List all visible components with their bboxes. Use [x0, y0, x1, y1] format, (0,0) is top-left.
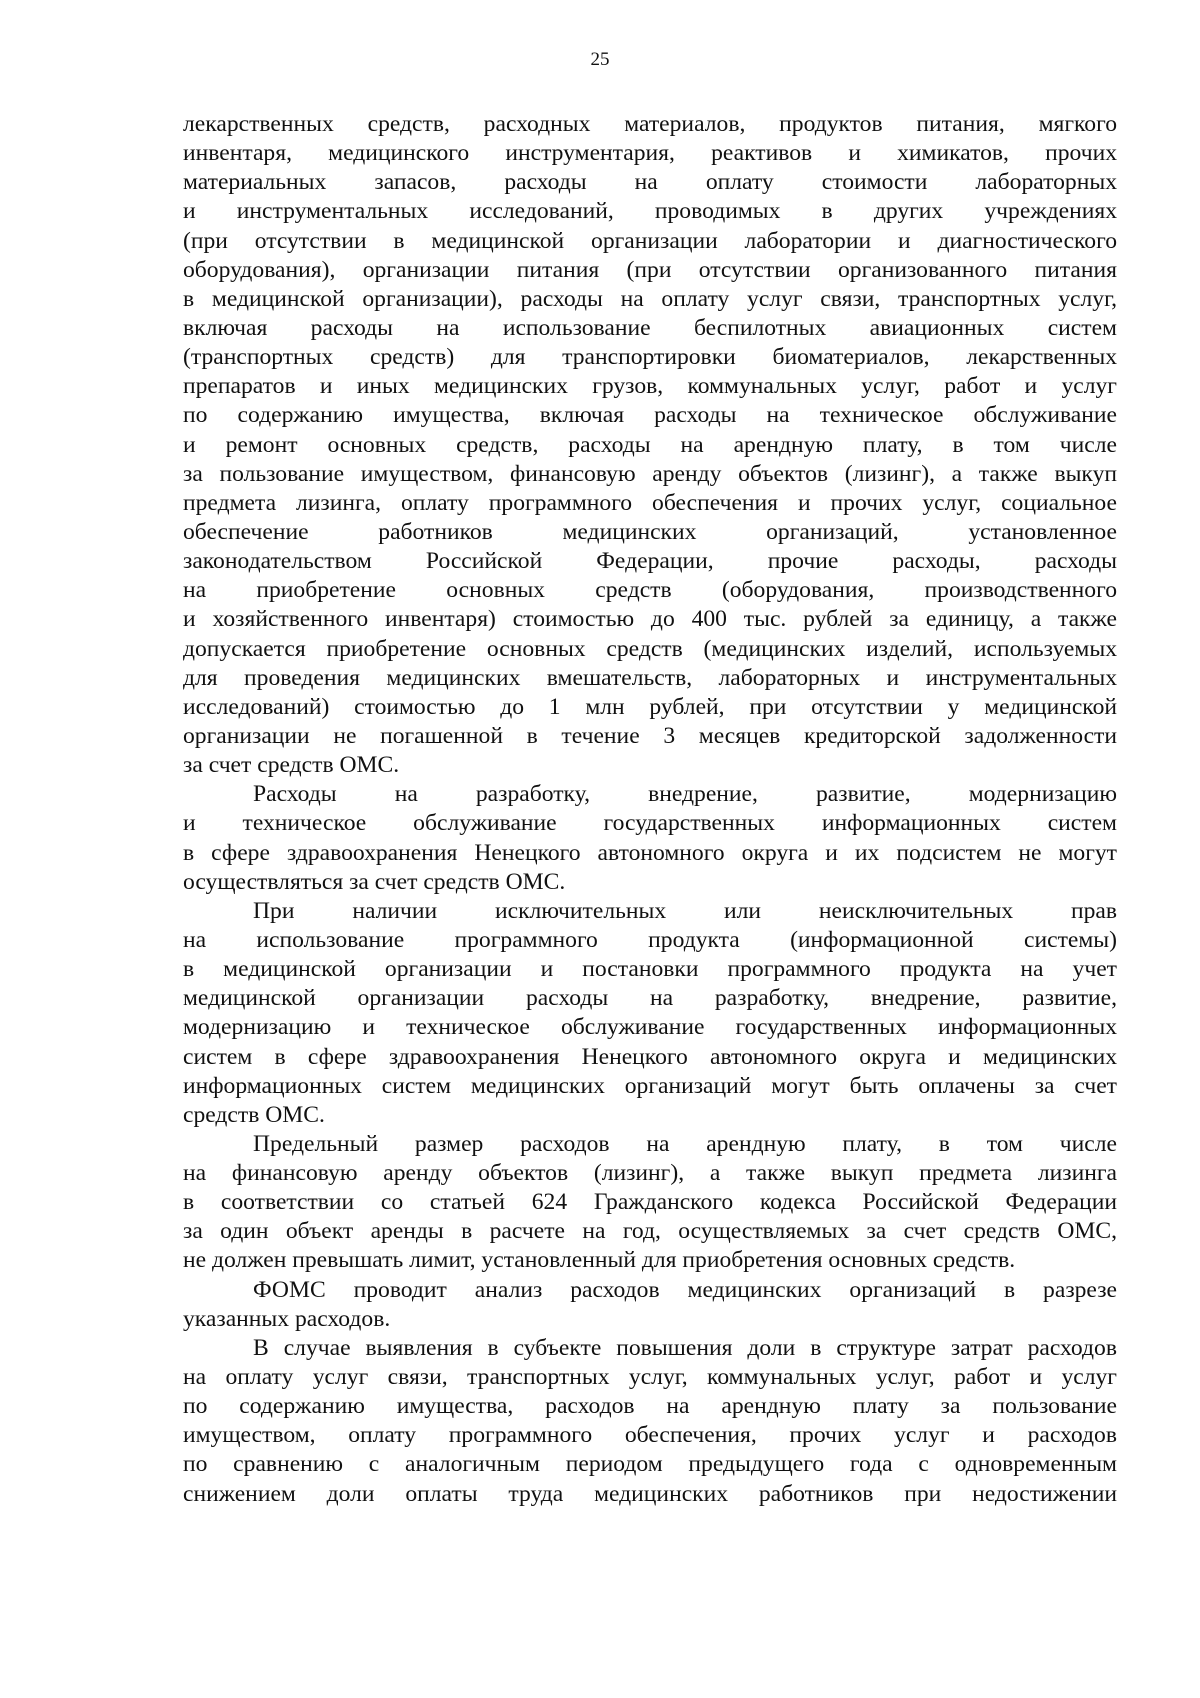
text-line: и ремонт основных средств, расходы на арендную плату, в том числе [183, 431, 1117, 458]
text-line: допускается приобретение основных средств (медицинских изделий, используемых [183, 635, 1117, 662]
page-number: 25 [590, 49, 610, 70]
text-line: в сфере здравоохранения Ненецкого автономного округа и их подсистем не могут [183, 839, 1117, 866]
paragraph [183, 780, 1117, 897]
paragraph [183, 897, 1117, 1130]
text-line: исследований) стоимостью до 1 млн рублей, при отсутствии у медицинской [183, 693, 1117, 720]
text-line: лекарственных средств, расходных материалов, продуктов питания, мягкого [183, 111, 1117, 137]
document-body [183, 110, 1117, 1509]
text-line: по содержанию имущества, расходов на арендную плату за пользование [183, 1393, 1117, 1420]
text-line: по содержанию имущества, включая расходы на техническое обслуживание [183, 402, 1117, 429]
text-line: в медицинской организации), расходы на оплату услуг связи, транспортных услуг, [183, 285, 1117, 312]
text-line: имуществом, оплату программного обеспечения, прочих услуг и расходов [183, 1422, 1117, 1449]
text-line: модернизацию и техническое обслуживание государственных информационных [183, 1014, 1117, 1041]
text-line: на оплату услуг связи, транспортных услуг, коммунальных услуг, работ и услуг [183, 1364, 1117, 1391]
text-line: на приобретение основных средств (оборудования, производственного [183, 577, 1117, 604]
text-line: предмета лизинга, оплату программного обеспечения и прочих услуг, социальное [183, 489, 1117, 516]
text-line: (транспортных средств) для транспортировки биоматериалов, лекарственных [183, 344, 1117, 371]
text-line: законодательством Российской Федерации, прочие расходы, расходы [183, 548, 1117, 575]
text-line: ФОМС проводит анализ расходов медицинских организаций в разрезе [253, 1276, 1117, 1303]
text-line: материальных запасов, расходы на оплату стоимости лабораторных [183, 169, 1117, 196]
text-line: по сравнению с аналогичным периодом предыдущего года с одновременным [183, 1451, 1117, 1478]
text-line: за счет средств ОМС. [183, 752, 400, 779]
text-line: Предельный размер расходов на арендную плату, в том числе [253, 1130, 1117, 1157]
text-line: и техническое обслуживание государственных информационных систем [183, 810, 1117, 837]
text-line: снижением доли оплаты труда медицинских работников при недостижении [183, 1480, 1117, 1507]
text-line: для проведения медицинских вмешательств, лабораторных и инструментальных [183, 664, 1117, 691]
text-line: организации не погашенной в течение 3 месяцев кредиторской задолженности [183, 722, 1117, 749]
text-line: обеспечение работников медицинских организаций, установленное [183, 518, 1117, 545]
text-line: и инструментальных исследований, проводимых в других учреждениях [183, 198, 1117, 225]
text-line: (при отсутствии в медицинской организации лаборатории и диагностического [183, 227, 1117, 254]
text-line: Расходы на разработку, внедрение, развитие, модернизацию [253, 781, 1117, 808]
paragraph [183, 110, 1117, 780]
text-line: средств ОМС. [183, 1101, 325, 1128]
paragraph [183, 1334, 1117, 1509]
text-line: и хозяйственного инвентаря) стоимостью до 400 тыс. рублей за единицу, а также [183, 606, 1117, 633]
text-line: включая расходы на использование беспилотных авиационных систем [183, 314, 1117, 341]
text-line: на использование программного продукта (информационной системы) [183, 926, 1117, 953]
text-line: за один объект аренды в расчете на год, осуществляемых за счет средств ОМС, [183, 1218, 1117, 1245]
text-line: за пользование имуществом, финансовую аренду объектов (лизинг), а также выкуп [183, 460, 1117, 487]
text-line: инвентаря, медицинского инструментария, реактивов и химикатов, прочих [183, 140, 1117, 167]
text-line: в соответствии со статьей 624 Гражданского кодекса Российской Федерации [183, 1189, 1117, 1216]
text-line: информационных систем медицинских организаций могут быть оплачены за счет [183, 1072, 1117, 1099]
paragraph [183, 1130, 1117, 1276]
text-line: на финансовую аренду объектов (лизинг), а также выкуп предмета лизинга [183, 1160, 1117, 1187]
text-line: В случае выявления в субъекте повышения доли в структуре затрат расходов [253, 1334, 1117, 1361]
text-line: осуществляться за счет средств ОМС. [183, 868, 566, 895]
text-line: оборудования), организации питания (при отсутствии организованного питания [183, 256, 1117, 283]
text-line: указанных расходов. [183, 1305, 391, 1332]
text-line: не должен превышать лимит, установленный для приобретения основных средств. [183, 1247, 1016, 1274]
text-line: систем в сфере здравоохранения Ненецкого автономного округа и медицинских [183, 1043, 1117, 1070]
paragraph [183, 1276, 1117, 1334]
text-line: медицинской организации расходы на разработку, внедрение, развитие, [183, 985, 1117, 1012]
text-line: При наличии исключительных или неисключительных прав [253, 897, 1117, 924]
text-line: препаратов и иных медицинских грузов, коммунальных услуг, работ и услуг [183, 373, 1117, 400]
text-line: в медицинской организации и постановки программного продукта на учет [183, 956, 1117, 983]
